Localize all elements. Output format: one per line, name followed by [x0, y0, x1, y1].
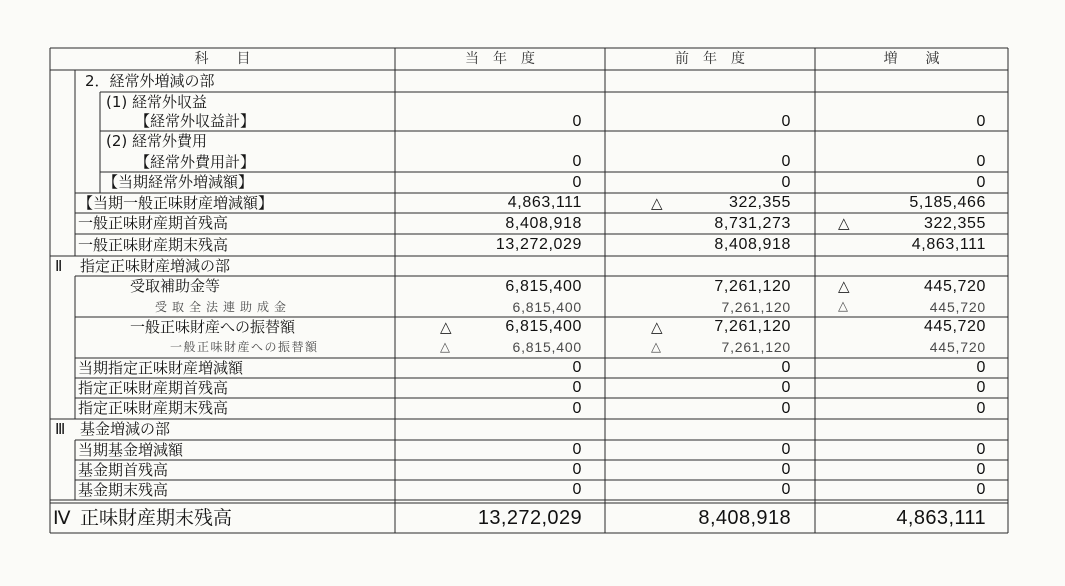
section-heading-row	[0, 419, 1065, 440]
row-label: 受取補助金等	[130, 277, 221, 295]
change-amount: 445,720	[923, 278, 986, 295]
current-year-amount: 0	[572, 461, 582, 478]
table-row	[0, 112, 1065, 131]
change-amount: 4,863,111	[911, 236, 986, 253]
decrease-mark: △	[651, 194, 663, 212]
row-label: 指定正味財産期末残高	[78, 399, 229, 417]
change-amount: 322,355	[923, 215, 986, 232]
change-amount: 0	[976, 441, 986, 458]
row-label: 基金期末残高	[78, 481, 169, 499]
previous-year-amount: 0	[781, 461, 791, 478]
row-label: 指定正味財産増減の部	[80, 257, 231, 275]
row-label: 【当期経常外増減額】	[103, 173, 254, 191]
current-year-amount: 13,272,029	[477, 507, 582, 529]
table-row	[0, 276, 1065, 297]
change-amount: 445,720	[929, 339, 986, 355]
previous-year-amount: 7,261,120	[721, 299, 791, 315]
row-label: 【当期一般正味財産増減額】	[78, 194, 274, 212]
table-row	[0, 234, 1065, 256]
change-amount: 0	[976, 379, 986, 396]
change-amount: 0	[976, 359, 986, 376]
row-label: 一般正味財産期末残高	[78, 236, 229, 254]
change-amount: 0	[976, 461, 986, 478]
change-amount: 5,185,466	[909, 194, 986, 211]
decrease-mark: △	[838, 277, 850, 295]
decrease-mark: △	[440, 318, 452, 336]
table-row	[0, 460, 1065, 480]
section-heading-row	[0, 256, 1065, 276]
subsection-heading-row	[0, 92, 1065, 112]
previous-year-amount: 8,731,273	[714, 215, 791, 232]
table-row	[0, 398, 1065, 419]
previous-year-amount: 322,355	[728, 194, 791, 211]
previous-year-amount: 0	[781, 113, 791, 130]
current-year-amount: 6,815,400	[512, 339, 582, 355]
current-year-amount: 0	[572, 174, 582, 191]
decrease-mark: △	[838, 299, 848, 314]
decrease-mark: △	[651, 340, 661, 355]
detail-row	[0, 297, 1065, 317]
current-year-amount: 0	[572, 441, 582, 458]
detail-row	[0, 337, 1065, 358]
row-label: (1) 経常外収益	[106, 93, 208, 111]
row-label: 当期基金増減額	[78, 441, 184, 459]
current-year-amount: 0	[572, 153, 582, 170]
table-row	[0, 358, 1065, 378]
table-row	[0, 378, 1065, 398]
change-amount: 4,863,111	[896, 507, 986, 529]
previous-year-amount: 7,261,120	[714, 278, 791, 295]
current-year-amount: 6,815,400	[505, 278, 582, 295]
header-change: 増 減	[883, 51, 940, 67]
change-amount: 0	[976, 400, 986, 417]
row-label: 当期指定正味財産増減額	[78, 359, 244, 377]
previous-year-amount: 0	[781, 400, 791, 417]
current-year-amount: 0	[572, 379, 582, 396]
current-year-amount: 13,272,029	[495, 236, 582, 253]
decrease-mark: △	[440, 340, 450, 355]
row-label: 基金増減の部	[80, 420, 171, 438]
row-label: 一般正味財産への振替額	[170, 340, 319, 354]
current-year-amount: 0	[572, 359, 582, 376]
row-label: (2) 経常外費用	[106, 132, 208, 150]
table-row	[0, 440, 1065, 460]
change-amount: 0	[976, 113, 986, 130]
current-year-amount: 8,408,918	[505, 215, 582, 232]
table-row	[0, 193, 1065, 213]
row-label: 一般正味財産への振替額	[130, 318, 296, 336]
current-year-amount: 6,815,400	[505, 318, 582, 335]
previous-year-amount: 8,408,918	[714, 236, 791, 253]
previous-year-amount: 0	[781, 379, 791, 396]
current-year-amount: 0	[572, 113, 582, 130]
change-amount: 0	[976, 481, 986, 498]
row-label: 正味財産期末残高	[80, 507, 233, 529]
row-label: 【経常外費用計】	[135, 153, 256, 171]
decrease-mark: △	[651, 318, 663, 336]
table-row	[0, 172, 1065, 193]
row-label: 一般正味財産期首残高	[78, 214, 229, 232]
row-label: 指定正味財産期首残高	[78, 379, 229, 397]
grand-total-row	[0, 503, 1065, 533]
previous-year-amount: 8,408,918	[698, 507, 791, 529]
section-numeral: Ⅱ	[55, 257, 63, 275]
decrease-mark: △	[838, 214, 850, 232]
header-current-year: 当 年 度	[465, 51, 535, 67]
table-row	[0, 152, 1065, 172]
current-year-amount: 4,863,111	[507, 194, 582, 211]
previous-year-amount: 0	[781, 174, 791, 191]
section-heading-row	[0, 70, 1065, 92]
table-header	[0, 48, 1065, 70]
header-previous-year: 前 年 度	[675, 51, 745, 67]
previous-year-amount: 0	[781, 153, 791, 170]
row-label: 基金期首残高	[78, 461, 169, 479]
previous-year-amount: 7,261,120	[714, 318, 791, 335]
row-label: 2．経常外増減の部	[85, 72, 215, 90]
change-amount: 445,720	[929, 299, 986, 315]
section-numeral: Ⅳ	[53, 507, 71, 529]
change-amount: 445,720	[923, 318, 986, 335]
section-numeral: Ⅲ	[55, 420, 66, 438]
current-year-amount: 6,815,400	[512, 299, 582, 315]
change-amount: 0	[976, 153, 986, 170]
table-row	[0, 480, 1065, 500]
header-subject: 科 目	[194, 51, 251, 67]
row-label: 【経常外収益計】	[135, 112, 256, 130]
previous-year-amount: 0	[781, 359, 791, 376]
current-year-amount: 0	[572, 481, 582, 498]
row-label: 受取全法連助成金	[155, 300, 292, 314]
change-amount: 0	[976, 174, 986, 191]
previous-year-amount: 0	[781, 481, 791, 498]
current-year-amount: 0	[572, 400, 582, 417]
table-row	[0, 317, 1065, 337]
previous-year-amount: 0	[781, 441, 791, 458]
subsection-heading-row	[0, 131, 1065, 152]
previous-year-amount: 7,261,120	[721, 339, 791, 355]
table-row	[0, 213, 1065, 234]
